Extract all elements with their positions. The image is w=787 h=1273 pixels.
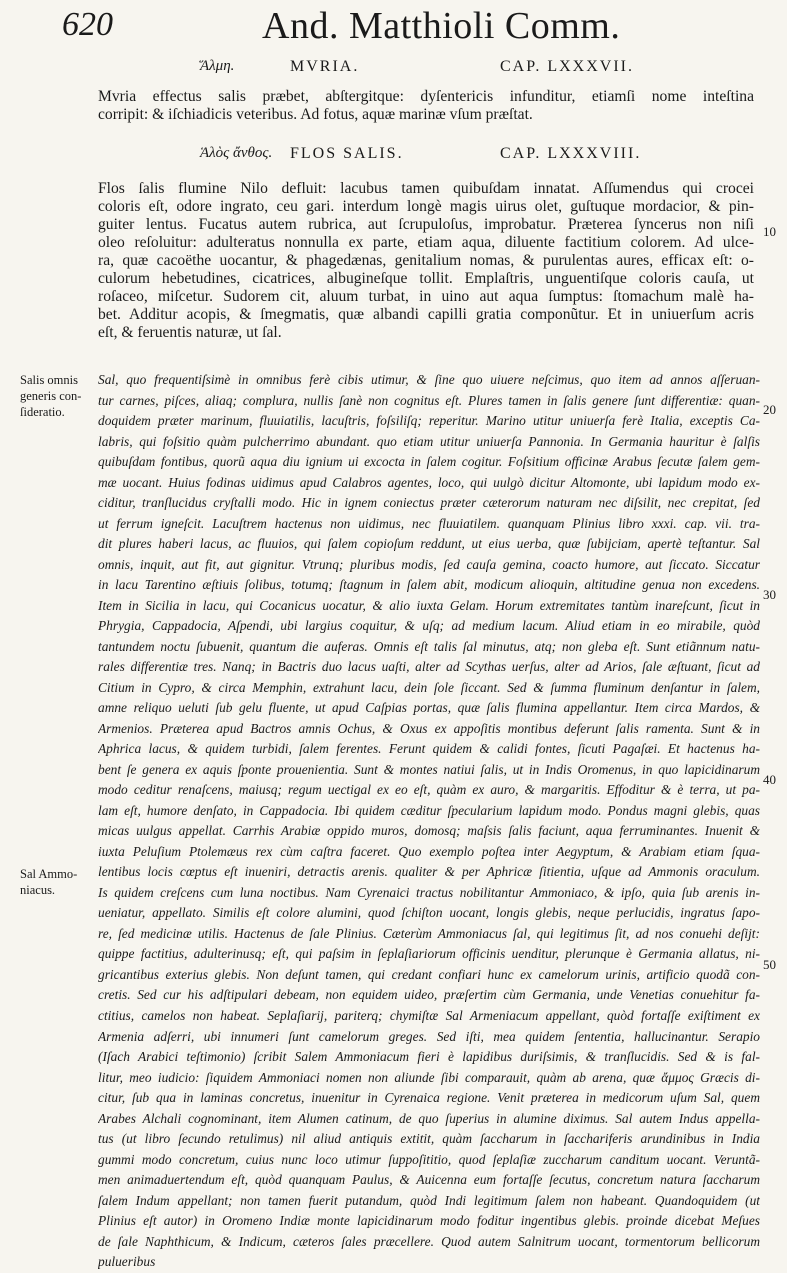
commentary-line: omnis, inquit, aut fit, aut gignitur. Vtrunq; pluribus modis, ſed cauſa gemina, coacto humore, aut ſiccato. Siccatur: [98, 556, 760, 572]
commentary-line: pulueribus: [98, 1254, 156, 1270]
page-header: [62, 4, 767, 48]
commentary-line: Arabes Alchali cognominant, item Alumen catinum, de quo ſuperius in alumine diximus. Sal autem Indus appella-: [98, 1110, 760, 1126]
chapter-number: CAP. LXXXVII.: [500, 58, 634, 75]
commentary-line: (Iſach Arabici teſtimonio) ſcribit Salem Ammoniacum fieri è lapidibus duriſsimis, & tranſlucidis. Sed & is fal-: [98, 1049, 760, 1065]
commentary-line: ueniatur, appellato. Similis eſt colore alumini, quod ſchiſton uocant, longis glebis, neque perlucidis, ingratus ſapo-: [98, 905, 760, 921]
commentary-line: tantundem noctu ſubuenit, quantum die auferas. Omnis eſt talis ſal minutus, atq; non gleba eſt. Sunt etiãnnum natu-: [98, 638, 760, 654]
commentary-line: ſalem Indum appellant; non tamen fuerit putandum, quòd Indi legitimum ſalem non habeant. Quandoquidem (ut: [98, 1192, 760, 1208]
text-line: roſaceo, miſcetur. Sudorem cit, aluum turbat, in uino aut aqua ſumptus: ſtomachum malè ha-: [98, 288, 754, 305]
text-line: Flos ſalis flumine Nilo defluit: lacubus tamen quibuſdam innatat. Aſſumendus qui crocei: [98, 180, 754, 197]
commentary-line: bent ſe genera ex aquis ſponte prouenientia. Sunt & montes natiui ſalis, ut in Indis Oromenus, in quo lapicidinarum: [98, 761, 760, 777]
commentary-line: gricantibus exterius glebis. Non deſunt tamen, qui credant confiari hunc ex camelorum urinis, artificio quodã con-: [98, 966, 760, 982]
commentary-line: lam eſt, humore denſato, in Cappadocia. Ibi quidem cæditur ſpecularium lapidum modo. Pondus magni glebis, quas: [98, 802, 760, 818]
text-line: coloris eſt, odore ingrato, ceu gari. interdum longè magis uirus olet, guſtuque mordacior, & pin-: [98, 198, 754, 215]
line-number: 30: [763, 587, 776, 602]
margin-note-line: Salis omnis: [20, 373, 78, 387]
chapter-text-muria: [98, 88, 754, 124]
commentary-line: labris, qui foſsitio quàm pulcherrimo abundant. quo etiam utitur uniuerſa Pannonia. In Germania hauritur è ſalſis: [98, 433, 760, 449]
chapter-greek-title: Ἅλμη.: [200, 58, 235, 74]
text-line: guiter lentus. Fucatus autem rubrica, aut ſcrupuloſus, improbatur. Præterea ſyncerus non niſi: [98, 216, 754, 233]
commentary-line: in lacu Tarentino æſtiuis ſolibus, totumq; ſtagnum in ſalem abit, modicum alioquin, altitudine genua non excedens.: [98, 577, 760, 593]
text-line: oleo reſoluitur: adulteratus nonnulla ex parte, etiam aqua, diluente factitium colorem. Ad ulce-: [98, 234, 754, 251]
commentary-line: amne reliquo ueluti ſub gelu fluente, ut apud Caſpias portas, quæ ſalis flumina appellantur. Item circa Mardos, &: [98, 700, 760, 716]
commentary-line: lentibus locis cœptus eſt inueniri, detractis arenis. qualiter & per Aphricæ ſitientia, uſque ad Ammonis oraculum.: [98, 864, 760, 880]
commentary-line: men animaduertendum eſt, quòd quanquam Paulus, & Auicenna eum fortaſſe ſecutus, concretum natura ſaccharum: [98, 1172, 760, 1188]
commentary-line: ctitius, camelos non habeat. Seplaſiarij, pariterq; chymiſtæ Sal Armeniacum appellant, quòd fortaſſe exiſtiment ex: [98, 1007, 760, 1023]
commentary-line: rales differentiæ tres. Nanq; in Bactris duo lacus uaſti, alter ad Scythas uerſus, alter ad Arios, ſale æſtuant, ſicut ad: [98, 659, 760, 675]
margin-note-sal-ammoniacus: [20, 866, 92, 898]
margin-note-salis: [20, 372, 92, 420]
commentary-line: Item in Sicilia in lacu, qui Cocanicus uocatur, & alio iuxta Gelam. Horum extremitates tantùm inareſcunt, ſicut in: [98, 597, 760, 613]
line-number: 50: [763, 957, 776, 972]
commentary-line: quippe factitius, adulterinusq; eſt, qui paſsim in ſeplaſiariorum officinis uenditur, plerunque è Germania allatus, ni-: [98, 946, 760, 962]
commentary-line: quibuſdam fontibus, quorũ aqua diu ignium ui excocta in ſalem cogitur. Foſsitium officinæ Arabus ſecutæ ſalem gem-: [98, 454, 760, 470]
commentary-line: cretis. Sed cur his adſtipulari debeam, non equidem uideo, præſertim cùm Germania, unde Venetias conuehitur fa-: [98, 987, 760, 1003]
chapter-greek-title: Ἁλὸς ἄνθος.: [200, 145, 273, 161]
commentary-line: Plinius eſt autor) in Oromeno Indiæ monte lapicidinarum modo foditur ingentibus glebis. proinde dicebat Meſues: [98, 1213, 760, 1229]
commentary-line: doquidem præter marinum, fluuiatilis, lacuſtris, foſsiliſq; reperitur. Marino utitur uniuerſa ferè Italia, exceptis Ca-: [98, 413, 760, 429]
commentary-line: modo ceditur renaſcens, maiusq; regum uectigal ex eo eſt, quàm ex auro, & margaritis. Effoditur & è terra, ut pa-: [98, 782, 760, 798]
chapter-number: CAP. LXXXVIII.: [500, 145, 642, 162]
margin-note-line: niacus.: [20, 883, 56, 897]
commentary-line: litur, meo iudicio: ſiquidem Ammoniaci nomen non aliunde ſibi comparauit, quàm ab arena, quæ ἄμμος Græcis di-: [98, 1069, 760, 1085]
chapter-text-flos-salis: [98, 180, 754, 342]
margin-note-line: ſideratio.: [20, 405, 65, 419]
chapter-heading-flos-salis: [100, 145, 757, 167]
commentary-line: Aphrica lacus, & quidem turbidi, ſalem ferentes. Ferunt quidem & calidi fontes, ſicuti Pagaſæi. Et hactenus ha-: [98, 741, 760, 757]
text-line: corripit: & iſchiadicis veteribus. Ad fotus, aquæ marinæ vſum præſtat.: [98, 106, 533, 123]
commentary-line: tus (ut libro ſecundo retulimus) nil aliud antiquis extitit, quàm ſaccharum in ſacchariferis arundinibus in India: [98, 1131, 760, 1147]
commentary-line: mæ uocant. Huius fodinas uidimus apud Calabros agentes, loco, qui uulgò dicitur Altomonte, ubi lapidum modo ex-: [98, 474, 760, 490]
commentary-line: Citium in Cypro, & circa Memphin, extrahunt lacu, dein ſole ſiccant. Sed & ſumma fluminum denſantur in ſalem,: [98, 679, 760, 695]
chapter-name: MVRIA.: [290, 58, 360, 75]
commentary-line: Is quidem creſcens cum luna noctibus. Nam Cyrenaici tractus nobilitantur Ammoniaco, & ipſo, quia ſub arenis in-: [98, 884, 760, 900]
commentary-line: micas uulgus appellat. Carrhis Arabiæ oppido muros, domosq; maſsis ſalis faciunt, aqua ferruminantes. Inuenit &: [98, 823, 760, 839]
line-number: 20: [763, 402, 776, 417]
commentary-text: [98, 370, 760, 1273]
commentary-line: tur carnes, piſces, aliaq; complura, nullis ſanè non cognitus eſt. Plures tamen in ſalis genere ſunt differentiæ: quan-: [98, 392, 760, 408]
chapter-name: FLOS SALIS.: [290, 145, 404, 162]
commentary-line: de ſale Naphthicum, & Indicum, cæteros ſales præcellere. Quod autem Salnitrum uocant, tormentorum bellicorum: [98, 1233, 760, 1249]
text-line: ra, quæ cacoëthe uocantur, & phagedænas, genitalium nomas, & purulentas aures, efficax eſt: o-: [98, 252, 754, 269]
commentary-line: re, ſed medicinæ utilis. Hactenus de ſale Plinius. Cæterùm Ammoniacus ſal, qui legitimus ſit, ad nos conuehi deſijt:: [98, 925, 760, 941]
text-line: Mvria effectus salis præbet, abſtergitque: dyſentericis infunditur, etiamſi nome inteſtina: [98, 88, 754, 105]
text-line: eſt, & feruentis naturæ, ut ſal.: [98, 324, 282, 341]
running-title: And. Matthioli Comm.: [262, 5, 621, 47]
text-line: culorum hebetudines, cicatrices, albugineſque tollit. Emplaſtris, unguentiſque coloris cauſa, ut: [98, 270, 754, 287]
page-number: 620: [62, 6, 113, 43]
chapter-heading-muria: [100, 58, 757, 80]
line-number: 10: [763, 224, 776, 239]
commentary-line: ut ferrum igneſcit. Lacuſtrem hactenus non uidimus, nec fluuiatilem. quanquam Plinius libro xxxi. cap. vii. tra-: [98, 515, 760, 531]
commentary-line: Armenia adſerri, ubi innumeri ſunt camelorum greges. Sed iſti, mea quidem ſententia, hallucinantur. Serapio: [98, 1028, 760, 1044]
commentary-line: dit plures haberi lacus, ac fluuios, qui ſalem copioſum reddunt, ut eius uerba, quæ ſubijciam, apertè teſtantur. Sal: [98, 536, 760, 552]
commentary-line: citur, ſub qua in laminas concretus, inuenitur in Cyrenaica regione. Venit præterea in medicorum uſum Sal, quem: [98, 1090, 760, 1106]
commentary-line: gummi modo concretum, cuius nunc loco utimur ſuppoſititio, quod ſeplaſiæ zuccharum canditum uocant. Veruntã-: [98, 1151, 760, 1167]
commentary-line: iuxta Peluſium Ptolemæus rex cùm caſtra faceret. Quo exemplo poſtea inter Aegyptum, & Arabiam etiam ſqua-: [98, 843, 760, 859]
margin-note-line: generis con-: [20, 389, 82, 403]
commentary-line: Armenios. Præterea apud Bactros amnis Ochus, & Oxus ex appoſitis montibus deferunt ſalis ramenta. Sunt & in: [98, 720, 760, 736]
text-line: bet. Additur acopis, & ſmegmatis, quæ albandi capilli gratia componũtur. Et in uniuerſum acris: [98, 306, 754, 323]
margin-note-line: Sal Ammo-: [20, 867, 78, 881]
line-number: 40: [763, 772, 776, 787]
commentary-line: ciditur, tranſlucidus cryſtalli modo. Hic in ignem coniectus præter cæterorum naturam nec diſsilit, nec crepitat, ſed: [98, 495, 760, 511]
commentary-line: Sal, quo frequentiſsimè in omnibus ferè cibis utimur, & ſine quo uiuere neſcimus, quo item ad annos aſſeruan-: [98, 372, 760, 387]
commentary-line: Phrygia, Cappadocia, Aſpendi, ubi largius coquitur, & uſq; ad medium lacum. Aliud etiam in eo mirabile, quòd: [98, 618, 760, 634]
